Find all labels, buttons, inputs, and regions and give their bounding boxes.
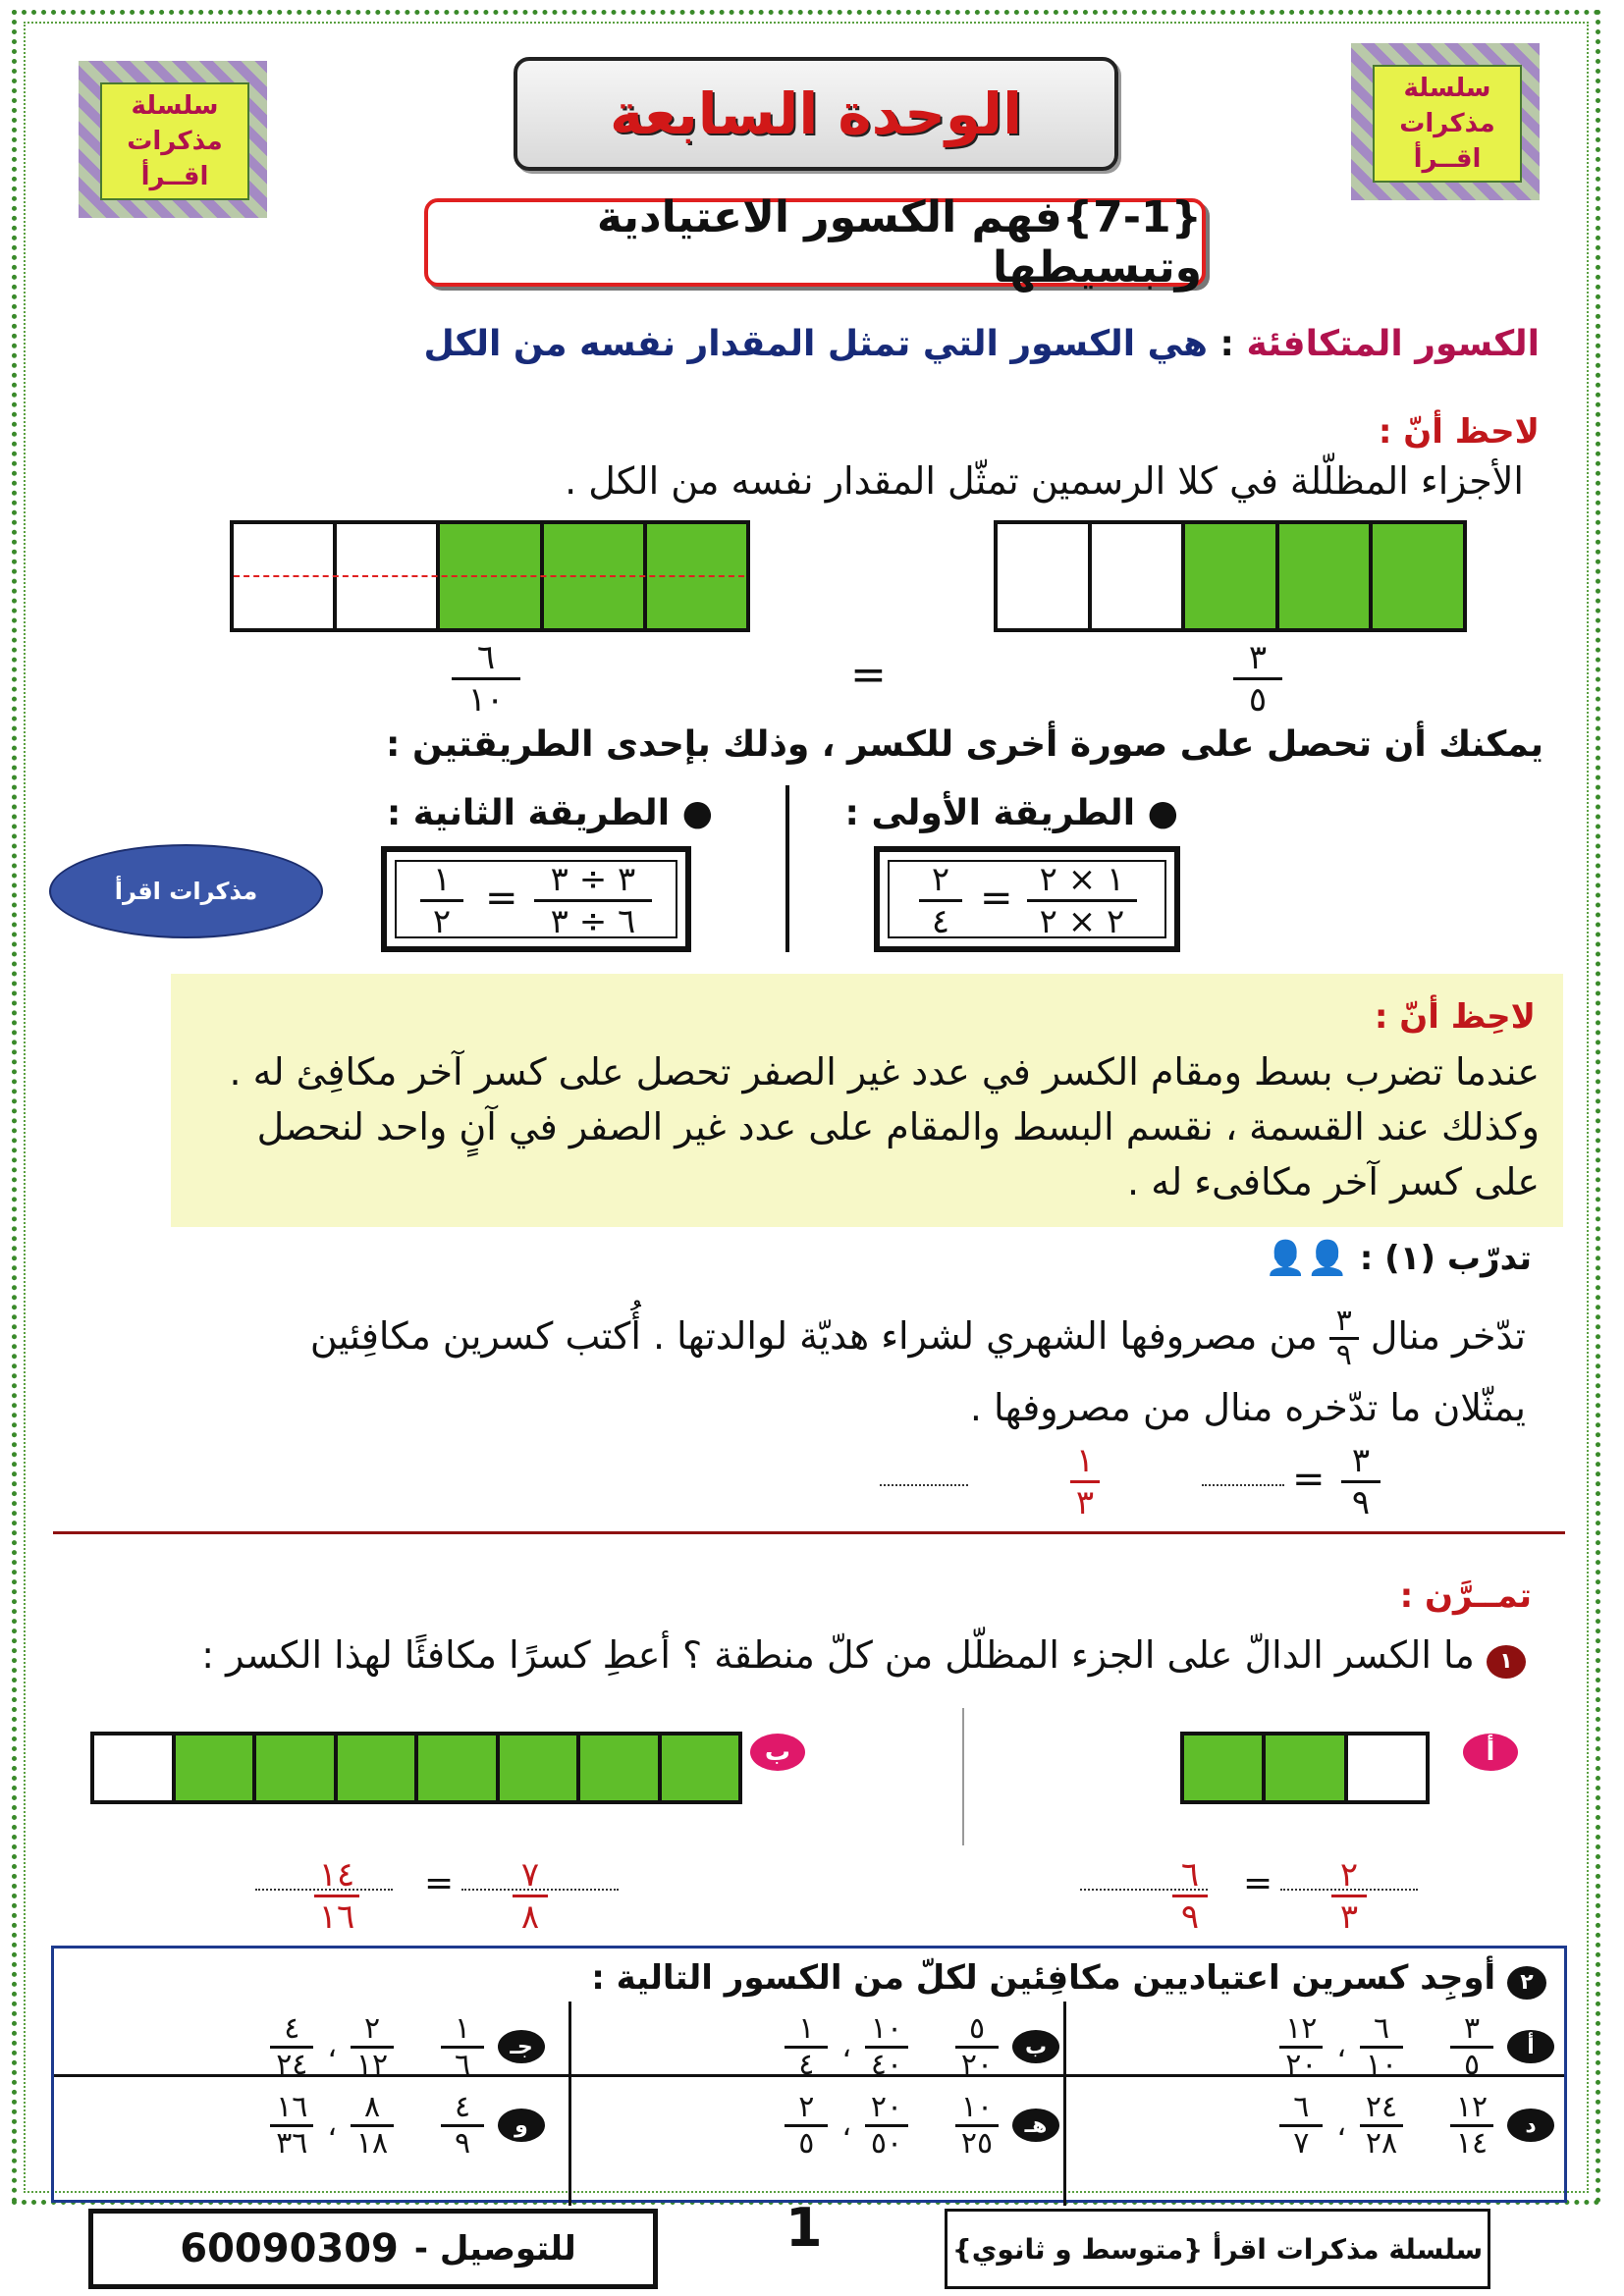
answer-fraction: $\frac{٢٠}{٥٠}$ bbox=[865, 2091, 908, 2161]
item-label-badge: جـ bbox=[498, 2030, 545, 2063]
shaded-cell bbox=[1369, 524, 1463, 628]
answer-fraction: $\frac{٦}{٧}$ bbox=[1279, 2091, 1323, 2161]
note2-line1: عندما تضرب بسط ومقام الكسر في عدد غير الصفر تحصل على كسر آخر مكافِئ له . bbox=[229, 1050, 1540, 1094]
answer-fraction: $\frac{٢}{٥}$ bbox=[785, 2091, 828, 2161]
shaded-cell bbox=[658, 1735, 739, 1800]
practice-answer-frac: ٣ ٩ bbox=[1341, 1441, 1380, 1522]
fraction-bar-a bbox=[1180, 1732, 1430, 1804]
logo-right bbox=[1351, 43, 1540, 200]
note2-line2: وكذلك عند القسمة ، نقسم البسط والمقام على عدد غير الصفر في آنٍ واحد لنحصل bbox=[256, 1105, 1540, 1148]
item-label-badge: هـ bbox=[1012, 2109, 1059, 2142]
unshaded-cell bbox=[94, 1735, 172, 1800]
note2-line3: على كسر آخر مكافىء له . bbox=[1127, 1160, 1540, 1203]
logo-line3: اقــرأ bbox=[1413, 144, 1482, 174]
shaded-cell bbox=[414, 1735, 496, 1800]
logo-line2: مذكرات bbox=[1399, 109, 1495, 138]
method1-equals: = bbox=[980, 876, 1013, 921]
label-b: ب bbox=[750, 1734, 805, 1771]
method2-lhs: ٣ ÷ ٣ ٦ ÷ ٣ bbox=[534, 860, 652, 941]
separator: ، bbox=[327, 2108, 337, 2143]
exercise-divider bbox=[962, 1708, 964, 1845]
shaded-cell bbox=[576, 1735, 658, 1800]
method1-box bbox=[874, 846, 1180, 952]
item-label-badge: ب bbox=[1012, 2030, 1059, 2063]
person-icon: 👤 bbox=[1265, 1239, 1307, 1278]
lesson-title: {7-1}فهم الكسور الاعتيادية وتبسيطها bbox=[424, 198, 1206, 287]
answer-fraction: $\frac{١٠}{٤٠}$ bbox=[865, 2012, 908, 2082]
person-icon: 👤 bbox=[1306, 1239, 1348, 1278]
shaded-cell bbox=[496, 1735, 577, 1800]
unshaded-cell bbox=[1088, 524, 1182, 628]
answer-fraction: $\frac{٨}{١٨}$ bbox=[351, 2091, 394, 2161]
contact-label: للتوصيل - bbox=[413, 2229, 576, 2269]
method2-rhs: ١ ٢ bbox=[420, 860, 463, 941]
section-divider bbox=[53, 1531, 1565, 1534]
exercise-q1: ١ ما الكسر الدالّ على الجزء المظلّل من كلّ منطقة ؟ أعطِ كسرًا مكافئًا لهذا الكسر : bbox=[201, 1633, 1526, 1679]
brand-oval: مذكرات اقرأ bbox=[49, 844, 323, 938]
note1-text: الأجزاء المظلّلة في كلا الرسمين تمثّل المقدار نفسه من الكل . bbox=[565, 459, 1524, 503]
answer-fraction: $\frac{١٢}{٢٠}$ bbox=[1279, 2012, 1323, 2082]
answer-fraction: $\frac{١٦}{٣٦}$ bbox=[270, 2091, 313, 2161]
shaded-cell bbox=[1262, 1735, 1343, 1800]
given-fraction: $\frac{١٢}{١٤}$ bbox=[1450, 2091, 1493, 2161]
note1-heading: لاحظ أنّ : bbox=[1378, 412, 1540, 452]
method1-title: ● الطريقة الأولى : bbox=[844, 793, 1178, 833]
separator: ، bbox=[1336, 2029, 1346, 2064]
methods-divider bbox=[785, 785, 789, 952]
fraction-bar-right bbox=[994, 520, 1467, 632]
contact-footer bbox=[88, 2209, 658, 2289]
series-footer: سلسلة مذكرات اقرأ {متوسط و ثانوي} bbox=[945, 2209, 1490, 2289]
shaded-cell bbox=[1181, 524, 1275, 628]
unshaded-cell bbox=[1344, 1735, 1426, 1800]
q2-table bbox=[51, 1946, 1567, 2203]
answer-fraction: $\frac{٤}{٢٤}$ bbox=[270, 2012, 313, 2082]
given-fraction: $\frac{٣}{٥}$ bbox=[1450, 2012, 1493, 2082]
fraction-bar-b bbox=[90, 1732, 742, 1804]
exercise-title: تمــرَّن : bbox=[1399, 1576, 1532, 1616]
note2-heading: لاحِظ أنّ : bbox=[1374, 997, 1536, 1037]
given-fraction: $\frac{١}{٦}$ bbox=[441, 2012, 484, 2082]
page-number: 1 bbox=[785, 2197, 823, 2259]
logo-line1: سلسلة bbox=[1403, 74, 1491, 103]
definition-text: هي الكسور التي تمثل المقدار نفسه من الكل bbox=[423, 324, 1208, 364]
shaded-cell bbox=[172, 1735, 253, 1800]
q2-item bbox=[1083, 2086, 1554, 2164]
logo-line3: اقــرأ bbox=[140, 162, 209, 191]
practice-line1: تدّخر منال ٣ ٩ من مصروفها الشهري لشراء هديّة لوالدتها . أُكتب كسرين مكافِئين bbox=[309, 1304, 1526, 1372]
answer-a-frac1: ٢ ٣ bbox=[1331, 1855, 1367, 1937]
question-number-badge: ٢ bbox=[1507, 1966, 1546, 2000]
q2-item bbox=[74, 2007, 545, 2086]
answer-a-frac2: ٦ ٩ bbox=[1172, 1855, 1208, 1937]
answer-b-frac2: ١٤ ١٦ bbox=[314, 1855, 359, 1937]
equals-sign: = bbox=[850, 650, 887, 700]
given-fraction: $\frac{٥}{٢٠}$ bbox=[955, 2012, 999, 2082]
item-label-badge: د bbox=[1507, 2109, 1554, 2142]
unit-title: الوحدة السابعة bbox=[514, 57, 1118, 171]
answer-b-frac1: ٧ ٨ bbox=[513, 1855, 548, 1937]
method1-rhs: ٢ ٤ bbox=[919, 860, 962, 941]
logo-line2: مذكرات bbox=[127, 127, 223, 156]
q2-item bbox=[74, 2086, 545, 2164]
given-fraction: $\frac{٤}{٩}$ bbox=[441, 2091, 484, 2161]
practice-title: تدرّب (١) : 👤👤 bbox=[1265, 1239, 1532, 1278]
logo-left bbox=[79, 61, 267, 218]
phone-number: 60090309 bbox=[180, 2226, 399, 2271]
method1-lhs: ١ × ٢ ٢ × ٢ bbox=[1027, 860, 1137, 941]
answer-b-equals: = bbox=[424, 1863, 455, 1903]
answer-fraction: $\frac{٢}{١٢}$ bbox=[351, 2012, 394, 2082]
answer-blank[interactable] bbox=[880, 1484, 968, 1486]
practice-answer2-frac: ١ ٣ bbox=[1070, 1441, 1100, 1522]
logo-line1: سلسلة bbox=[131, 91, 219, 121]
fraction-three-fifths: ٣ ٥ bbox=[1233, 638, 1282, 720]
note2-box bbox=[171, 974, 1563, 1227]
unshaded-cell bbox=[998, 524, 1088, 628]
shaded-cell bbox=[1275, 524, 1370, 628]
table-col-divider bbox=[568, 2002, 571, 2206]
table-col-divider bbox=[1063, 2002, 1066, 2206]
question-number-badge: ١ bbox=[1487, 1645, 1526, 1679]
dashed-split-line bbox=[234, 575, 744, 577]
practice-line2: يمثّلان ما تدّخره منال من مصروفها . bbox=[969, 1386, 1526, 1429]
item-label-badge: و bbox=[498, 2109, 545, 2142]
answer-fraction: $\frac{٢٤}{٢٨}$ bbox=[1360, 2091, 1403, 2161]
definition-term: الكسور المتكافئة bbox=[1246, 324, 1540, 364]
shaded-cell bbox=[1184, 1735, 1262, 1800]
answer-blank[interactable] bbox=[1202, 1484, 1284, 1486]
fraction-six-tenths: ٦ ١٠ bbox=[452, 638, 520, 720]
separator: ، bbox=[327, 2029, 337, 2064]
method2-box bbox=[381, 846, 691, 952]
q2-item bbox=[1083, 2007, 1554, 2086]
method2-equals: = bbox=[485, 876, 518, 921]
separator: ، bbox=[841, 2108, 851, 2143]
answer-fraction: $\frac{١}{٤}$ bbox=[785, 2012, 828, 2082]
q2-item bbox=[588, 2007, 1059, 2086]
q2-heading: ٢ أوجِد كسرين اعتياديين مكافِئين لكلّ من الكسور التالية : bbox=[591, 1958, 1546, 2000]
answer-fraction: $\frac{٦}{١٠}$ bbox=[1360, 2012, 1403, 2082]
q2-item bbox=[588, 2086, 1059, 2164]
label-a: أ bbox=[1463, 1734, 1518, 1771]
separator: ، bbox=[1336, 2108, 1346, 2143]
shaded-cell bbox=[334, 1735, 415, 1800]
shaded-cell bbox=[252, 1735, 334, 1800]
item-label-badge: أ bbox=[1507, 2030, 1554, 2063]
given-fraction: $\frac{١٠}{٢٥}$ bbox=[955, 2091, 999, 2161]
separator: ، bbox=[841, 2029, 851, 2064]
definition bbox=[423, 324, 1540, 364]
answer-a-equals: = bbox=[1243, 1863, 1273, 1903]
definition-separator: : bbox=[1219, 324, 1234, 364]
method2-title: ● الطريقة الثانية : bbox=[386, 793, 713, 833]
practice-equals: = bbox=[1292, 1457, 1326, 1502]
methods-intro: يمكنك أن تحصل على صورة أخرى للكسر ، وذلك بإحدى الطريقتين : bbox=[386, 724, 1543, 765]
